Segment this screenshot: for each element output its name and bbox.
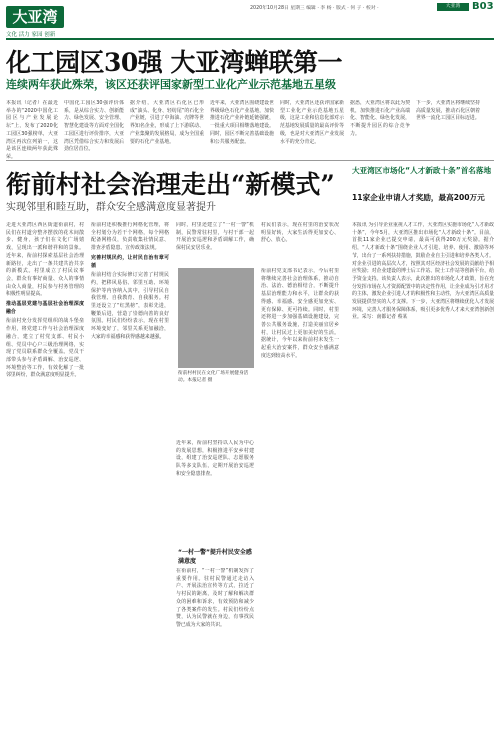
page-number: B03 [472,1,494,12]
article2-subhead: 推动基层党建与基层社会治理深度融合 [6,301,84,315]
section-tag: 大亚湾 [437,3,469,11]
article2-subhead: 完善村规民约，让村民自治有章可循 [91,254,169,269]
article1-col: 本报讯（记者）在最近举办的“2020中国化工园区与产业发展论坛”上，发布了2020化工园区30强榜单，大亚湾区再次位列第一，这是该区连续两年获此殊荣。 [6,100,58,160]
article2-col-3-top: 同时，村里还建立了“一村一警”机制，民警常驻村里，与村干部一起开展治安巡逻和矛盾调解工作，确保村民安居乐业。 [176,222,254,252]
header-meta: 2020年10月28日 星期三 编辑 · 李 杨 · 版式 · 何 子 · 校对 · [250,6,379,11]
sidebar-headline: 大亚湾区市场化“人才新政十条”首名落地 [352,166,492,175]
section-divider [6,160,494,161]
article1-col: 近年来，大亚湾区围绕建设世界级绿色石化产业基地，加快推进石化产业补链延链强链，一批重大项目相继落地建设。同时，园区不断完善基础设施和公共服务配套。 [210,100,274,145]
article2-paragraph: 衔前村结合实际修订完善了村规民约，把移风易俗、邻里互助、环境保护等内容纳入其中，引导村民自我管理、自我教育、自我服务。村里还设立了“红黑榜”，表彰先进，鞭策后进，营造了崇德向善的良好氛围。村民们纷纷表示，现在村里环境变好了，邻里关系更加融洽，大家的幸福感和获得感越来越强。 [91,272,169,340]
logo-slogan: 文化 活力 家园 创新 [6,32,56,38]
photo-caption: 衔前村村民在文化广场开展健身活动。本报记者 摄 [178,371,249,384]
sidebar-subheadline: 11家企业申请人才奖励，最高200万元 [352,193,485,202]
newspaper-logo: 大亚湾 [6,6,64,28]
news-photo [178,268,254,368]
article1-col: 下一步，大亚湾区将继续坚持高质量发展，推动石化区朝着世界一流化工园区目标迈进。 [416,100,480,122]
article2-col-1 [6,222,84,742]
article2-headline: 衔前村社会治理走出“新模式” [6,170,335,199]
article1-col: 中国化工园区30强评价体系，是从综合实力、创新能力、绿色发展、安全管理、智慧化建设等方面对全国化工园区进行评价排序，大亚湾区凭借综合实力和发展后劲位居首位。 [64,100,124,153]
article2-col-4-top: 村民们表示，现在村里的治安状况明显好转，大家生活得更加安心、舒心、放心。 [261,222,339,244]
article2-col-3-bottom: 在衔前村，“一村一警”机制发挥了重要作用。驻村民警通过走访入户、开展法治宣传等方式，拉近了与村民的距离，及时了解和解决群众的困难和诉求，有效预防和减少了各类案件的发生。村民们纷纷点赞，认为民警就在身边，有事找民警已成为大家的共识。 [176,568,254,628]
article2-col-2 [91,222,169,742]
article2-col-4: 衔前村党支部书记表示，今后村里将继续完善社会治理体系，推动自治、法治、德治相结合，不断提升基层治理能力和水平，让群众的获得感、幸福感、安全感更加充实、更有保障、更可持续。同时，村里还将进一步加强基础设施建设，完善公共服务设施，打造美丽宜居乡村，让村民过上更加美好的生活。据统计，今年以来衔前村未发生一起重大治安案件，群众安全感满意度达到较高水平。 [261,268,339,359]
article2-paragraph: 走进大亚湾区西区街道衔前村，村民们在村道旁整齐摆放的花木间散步、健身，孩子们在文化广场嬉戏，呈现出一派和谐祥和的景象。近年来，衔前村探索基层社会治理新路径，走出了一条共建共治共享的新模式。村里成立了村民议事会，群众有事好商量、众人的事情由众人商量，村民参与村务管理的积极性明显提高。 [6,222,84,298]
article2-paragraph: 衔前村还积极推行网格化管理，将全村划分为若干个网格，每个网格配备网格员，负责收集社情民意、排查矛盾隐患、宣传政策法规。 [91,222,169,252]
top-rule [6,38,494,40]
article1-subheadline: 连续两年获此殊荣，该区还获评国家新型工业化产业示范基地五星级 [6,78,336,91]
article2-paragraph: 衔前村充分发挥党组织的战斗堡垒作用，将党建工作与社会治理深度融合，建立了村党支部、村民小组、党员中心户三级治理网络，实现了党员联系群众全覆盖。党员干部带头参与矛盾调解、治安巡逻、环境整治等工作，有效化解了一批邻里纠纷，群众满意度明显提升。 [6,318,84,379]
article2-col-3-mid: 近年来，衔前村坚持以人民为中心的发展思想，积极推进平安乡村建设，组建了治安巡逻队、志愿服务队等多支队伍，定期开展治安巡逻和安全隐患排查。 [176,440,254,477]
article1-col: 据悉，大亚湾区将以此为契机，加快推进石化产业高端化、智能化、绿色化发展，不断提升园区的综合竞争力。 [350,100,410,137]
article1-headline: 化工园区30强 大亚湾蝉联第一 [6,48,342,77]
article2-subheadline: 实现邻里和睦互助，群众安全感满意度显著提升 [6,202,216,213]
article2-box-title: “一村一警”提升村民安全感满意度 [178,549,252,565]
article1-col: 据介绍，大亚湾区石化区已形成“油头、化身、轻纺尾”的石化全产业链，引进了中海油、壳牌等世界知名企业，形成了上下游联动、产业集聚的发展格局，成为全国重要的石化产业基地。 [130,100,204,145]
article1-body [6,100,494,160]
masthead [6,6,124,36]
article1-col: 同时，大亚湾区还获评国家新型工业化产业示范基地五星级，这是工业和信息化部对示范基地发展质量的最高评价等级，也是对大亚湾区产业发展水平的充分肯定。 [280,100,344,145]
sidebar-body: 本报讯 为引导企业重视人才工作，大亚湾区实施市场化“人才新政十条”，今年5月，大亚湾区推出市场化“人才新政十条”。目前，首批11家企业已提交申请，最高可获得200万元奖励。据介绍，“人才新政十条”围绕企业人才引进、培养、使用、激励等环节，出台了一系列扶持措施，鼓励企业自主引进和培养各类人才。对企业引进的高层次人才，按照其对区经济社会发展的贡献给予相应奖励；对企业建设的博士后工作站、院士工作站等创新平台，给予资金支持。该负责人表示，此次推出的市场化人才政策，旨在充分发挥市场在人才资源配置中的决定性作用，让企业成为引才用才的主体，激发企业引进人才的积极性和主动性，为大亚湾区高质量发展提供坚实的人才支撑。下一步，大亚湾区将继续优化人才发展环境，完善人才服务保障体系，吸引更多优秀人才来大亚湾创新创业。采写：南都记者 蔡某 [352,222,494,321]
